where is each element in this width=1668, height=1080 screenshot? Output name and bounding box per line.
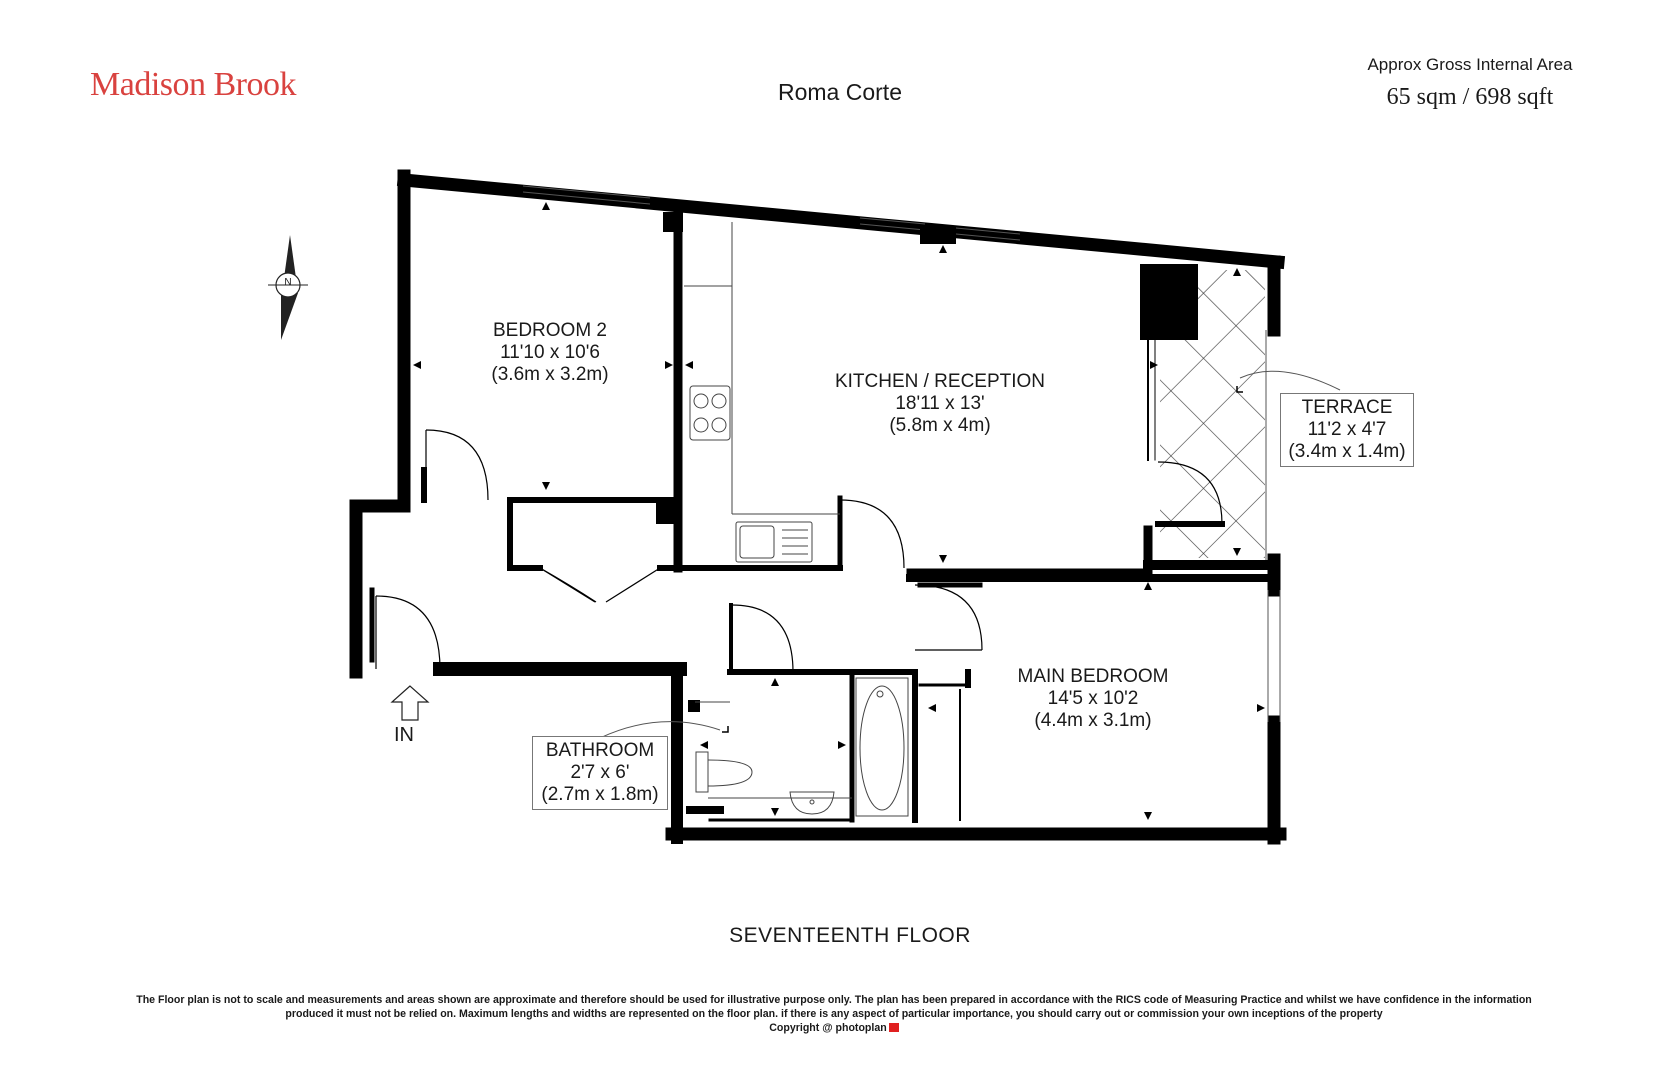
copyright-line [684, 1021, 984, 1035]
room-name: KITCHEN / RECEPTION [834, 371, 1046, 392]
room-metric: (4.4m x 3.1m) [1034, 710, 1152, 731]
room-bathroom [532, 736, 668, 810]
room-terrace [1280, 393, 1414, 467]
room-imperial: 11'2 x 4'7 [1307, 419, 1387, 440]
room-imperial: 2'7 x 6' [570, 762, 630, 783]
entrance-arrow-icon [392, 686, 428, 720]
gross-area-value: 65 sqm / 698 sqft [1386, 84, 1554, 110]
floor-name: SEVENTEENTH FLOOR [729, 924, 971, 947]
room-bedroom-2 [470, 320, 630, 386]
room-name: TERRACE [1301, 397, 1393, 418]
room-name: BEDROOM 2 [492, 320, 608, 341]
room-name: BATHROOM [545, 740, 655, 761]
kitchen-fittings [684, 222, 840, 562]
disclaimer-text: The Floor plan is not to scale and measurements and areas shown are approximate and therefore should be used for illustrative purpose only. The plan has been prepared in accordance with the RICS code of Measuring Practice and whilst we have confidence in the information produced it must not be relied on. Maximum lengths and widths are represented on the floor plan. if there is any aspect of particular importance, you should carry out or commission your own inceptions of the property [136, 994, 1532, 1020]
room-metric: (5.8m x 4m) [889, 415, 991, 436]
entrance-label: IN [394, 724, 414, 746]
bathroom-fittings [695, 678, 908, 816]
photoplan-logo-icon [889, 1023, 899, 1032]
room-imperial: 11'10 x 10'6 [500, 342, 600, 363]
room-imperial: 14'5 x 10'2 [1047, 688, 1139, 709]
property-title: Roma Corte [778, 79, 902, 105]
room-main-bedroom [1000, 666, 1186, 732]
room-name: MAIN BEDROOM [1017, 666, 1169, 687]
brand-logo: Madison Brook [90, 66, 296, 103]
gross-area-label: Approx Gross Internal Area [1367, 55, 1573, 74]
copyright-text: Copyright @ photoplan [769, 1022, 887, 1034]
room-metric: (3.6m x 3.2m) [491, 364, 609, 385]
room-metric: (2.7m x 1.8m) [541, 784, 659, 805]
room-metric: (3.4m x 1.4m) [1288, 441, 1406, 462]
compass-label: N [284, 277, 292, 288]
doors [376, 430, 1222, 672]
room-imperial: 18'11 x 13' [895, 393, 985, 414]
room-kitchen-reception [820, 371, 1060, 437]
